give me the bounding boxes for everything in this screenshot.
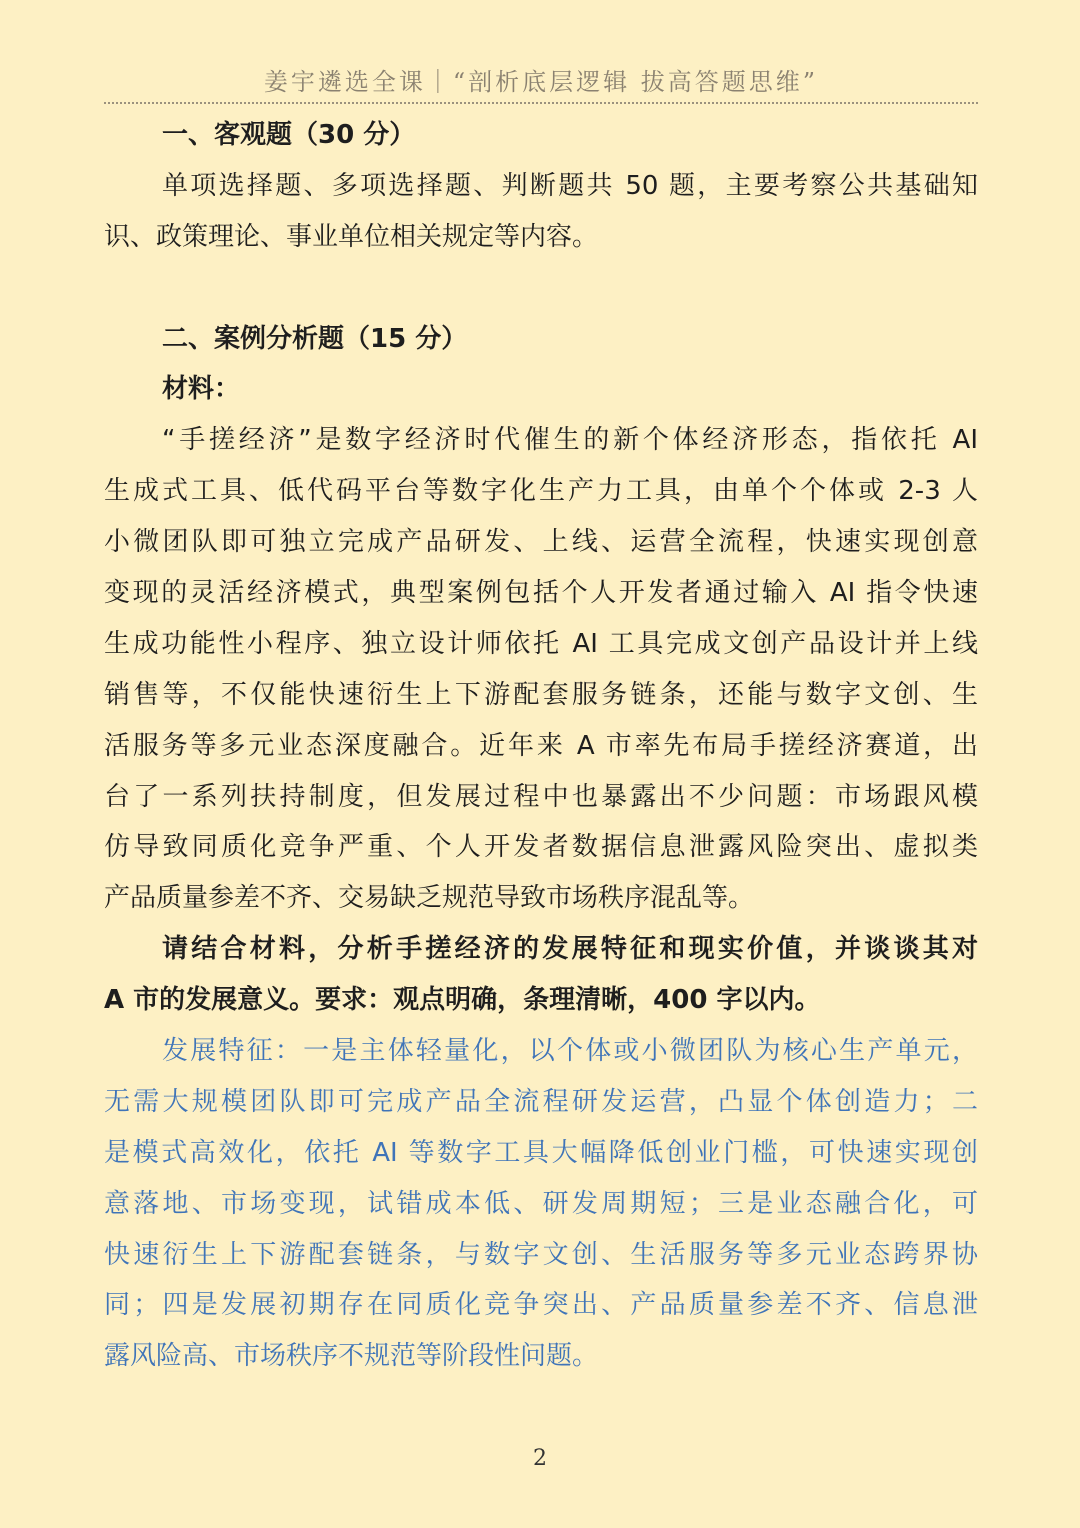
answer-line: 是模式高效化，依托 AI 等数字工具大幅降低创业门槛，可快速实现创 xyxy=(104,1137,978,1168)
running-header: 姜宇遴选全课｜“剖析底层逻辑 拔高答题思维” xyxy=(263,68,819,96)
material-line: 仿导致同质化竞争严重、个人开发者数据信息泄露风险突出、虚拟类 xyxy=(104,832,978,863)
material-line: 产品质量参差不齐、交易缺乏规范导致市场秩序混乱等。 xyxy=(104,883,755,914)
material-line: “手搓经济”是数字经济时代催生的新个体经济形态，指依托 AI xyxy=(162,425,978,456)
material-line: 活服务等多元业态深度融合。近年来 A 市率先布局手搓经济赛道，出 xyxy=(104,730,978,761)
section-1-paragraph-line: 识、政策理论、事业单位相关规定等内容。 xyxy=(104,221,599,252)
material-line: 小微团队即可独立完成产品研发、上线、运营全流程，快速实现创意 xyxy=(104,527,978,558)
answer-line: 露风险高、市场秩序不规范等阶段性问题。 xyxy=(104,1341,599,1372)
page-number: 2 xyxy=(533,1446,547,1471)
material-label: 材料： xyxy=(162,374,241,405)
material-line: 销售等，不仅能快速衍生上下游配套服务链条，还能与数字文创、生 xyxy=(104,679,978,710)
section-1-heading: 一、客观题（30 分） xyxy=(162,120,416,150)
question-line: A 市的发展意义。要求：观点明确，条理清晰，400 字以内。 xyxy=(104,985,821,1016)
answer-line: 同；四是发展初期存在同质化竞争突出、产品质量参差不齐、信息泄 xyxy=(104,1290,978,1321)
page-content xyxy=(104,110,978,1382)
paragraph-spacer xyxy=(104,263,978,314)
section-1-paragraph-line: 单项选择题、多项选择题、判断题共 50 题，主要考察公共基础知 xyxy=(162,170,978,201)
material-line: 变现的灵活经济模式，典型案例包括个人开发者通过输入 AI 指令快速 xyxy=(104,578,978,609)
material-line: 台了一系列扶持制度，但发展过程中也暴露出不少问题：市场跟风模 xyxy=(104,781,978,812)
answer-line: 快速衍生上下游配套链条，与数字文创、生活服务等多元业态跨界协 xyxy=(104,1239,978,1270)
answer-line: 无需大规模团队即可完成产品全流程研发运营，凸显个体创造力；二 xyxy=(104,1086,978,1117)
answer-line: 意落地、市场变现，试错成本低、研发周期短；三是业态融合化，可 xyxy=(104,1188,978,1219)
header-divider xyxy=(104,102,978,104)
question-line: 请结合材料，分析手搓经济的发展特征和现实价值，并谈谈其对 xyxy=(162,934,978,965)
material-line: 生成式工具、低代码平台等数字化生产力工具，由单个个体或 2-3 人 xyxy=(104,476,978,507)
answer-line: 发展特征：一是主体轻量化，以个体或小微团队为核心生产单元， xyxy=(162,1036,978,1067)
section-2-heading: 二、案例分析题（15 分） xyxy=(162,323,468,354)
material-line: 生成功能性小程序、独立设计师依托 AI 工具完成文创产品设计并上线 xyxy=(104,628,978,659)
